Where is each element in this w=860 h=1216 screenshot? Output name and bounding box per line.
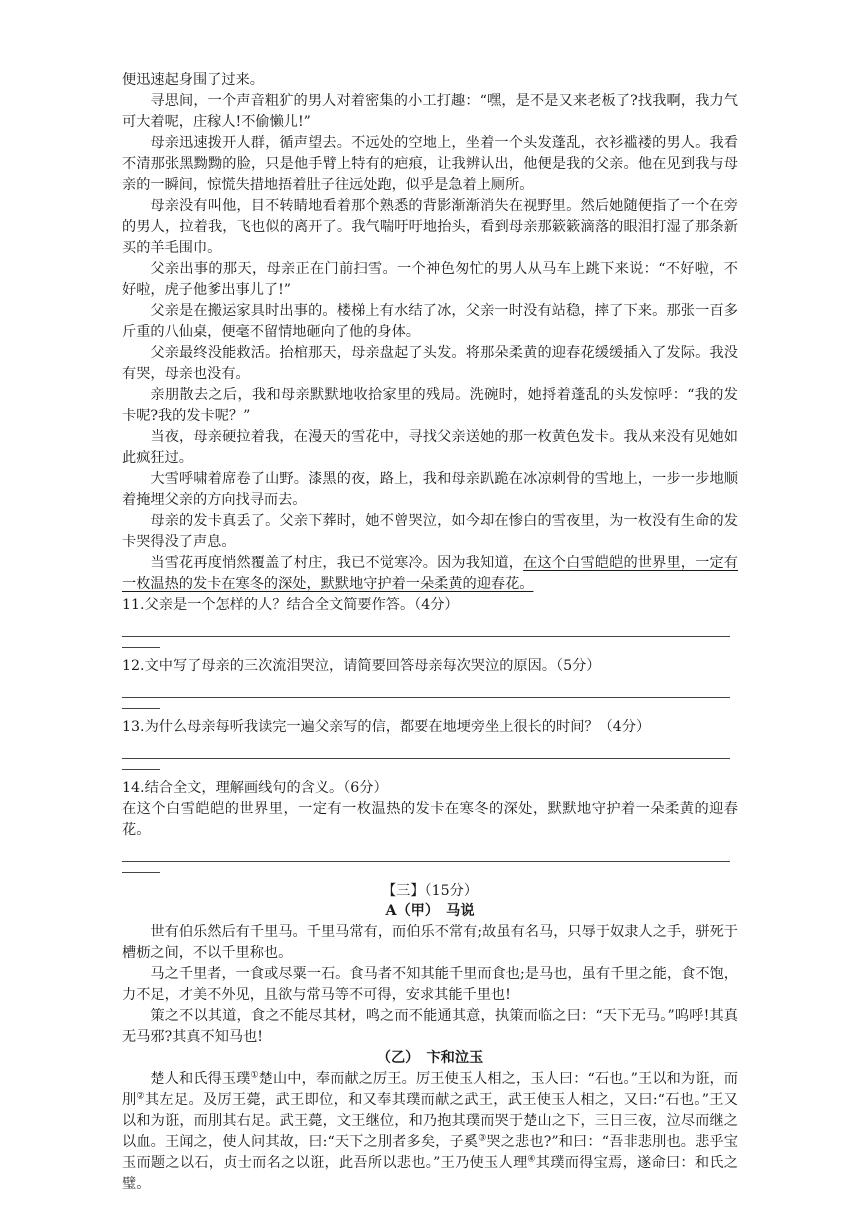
plain-text: 当雪花再度悄然覆盖了村庄，我已不觉寒冷。因为我知道， — [150, 555, 524, 571]
answer-line-tail[interactable] — [122, 698, 160, 709]
question-text: 12.文中写了母亲的三次流泪哭泣，请简要回答母亲每次哭泣的原因。（5分） — [122, 658, 601, 674]
section-three — [122, 881, 738, 1195]
answer-line[interactable] — [122, 850, 730, 862]
footnote-mark: ④ — [527, 1154, 536, 1165]
question-quote: 在这个白雪皑皑的世界里，一定有一枚温热的发卡在寒冬的深处，默默地守护着一朵柔黄的迎春花。 — [122, 801, 738, 838]
question-text: 11.父亲是一个怎样的人？结合全文简要作答。（4分） — [122, 597, 459, 613]
story-last-paragraph — [122, 553, 738, 595]
passage-b-title: （乙） 卞和泣玉 — [376, 1050, 484, 1066]
answer-line-tail[interactable] — [122, 759, 160, 770]
answer-line-tail[interactable] — [122, 862, 160, 873]
story-paragraph: 便迅速起身围了过来。 — [122, 72, 264, 88]
answer-line[interactable] — [122, 625, 730, 637]
text-run: 其左足。及厉王薨，武王即位，和又奉其璞而献之武王，武王使玉人相之，又曰:“石也。”王又以和为诳，而刖其右足。武王薨，文王继位，和乃抱其璞而哭于楚山之下，三日三夜，泣尽而继之以血。王闻之，使人问其故，曰:“天下之刖者多矣，子奚 — [122, 1092, 738, 1150]
question-11 — [122, 595, 738, 648]
footnote-mark: ③ — [478, 1133, 487, 1144]
passage-b-paragraph — [122, 1069, 738, 1195]
story-paragraph: 大雪呼啸着席卷了山野。漆黑的夜，路上，我和母亲趴跪在冰凉刺骨的雪地上，一步一步地顺着掩埋父亲的方向找寻而去。 — [122, 471, 738, 508]
exam-page — [122, 70, 738, 1195]
question-12 — [122, 656, 738, 709]
story-paragraph: 父亲是在搬运家具时出事的。楼梯上有水结了冰，父亲一时没有站稳，摔了下来。那张一百多斤重的八仙桌，便毫不留情地砸向了他的身体。 — [122, 303, 738, 340]
section-heading: 【三】（15分） — [381, 883, 479, 899]
footnote-mark: ② — [136, 1091, 145, 1102]
passage-a-paragraph: 世有伯乐然后有千里马。千里马常有，而伯乐不常有;故虽有名马，只辱于奴隶人之手，骈死于槽枥之间，不以千里称也。 — [122, 924, 738, 961]
passage-a-paragraph: 策之不以其道，食之不能尽其材，鸣之而不能通其意，执策而临之曰：“天下无马。”呜呼!其真无马邪?其真不知马也! — [122, 1008, 738, 1045]
underlined-sentence: 在这个白雪皑皑的世界里，一定有一枚温热的发卡在寒冬的深处，默默地守护着一朵柔黄的迎春花。 — [122, 555, 738, 592]
question-13 — [122, 717, 738, 770]
story-paragraph: 父亲最终没能救活。抬棺那天，母亲盘起了头发。将那朵柔黄的迎春花缓缓插入了发际。我没有哭，母亲也没有。 — [122, 345, 738, 382]
story-paragraph: 当夜，母亲硬拉着我，在漫天的雪花中，寻找父亲送她的那一枚黄色发卡。我从来没有见她如此疯狂过。 — [122, 429, 738, 466]
story-paragraph: 母亲的发卡真丢了。父亲下葬时，她不曾哭泣，如今却在惨白的雪夜里，为一枚没有生命的发卡哭得没了声息。 — [122, 513, 738, 550]
story-paragraph: 亲朋散去之后，我和母亲默默地收拾家里的残局。洗碗时，她捋着蓬乱的头发惊呼：“我的发卡呢?我的发卡呢？” — [122, 387, 738, 424]
answer-line[interactable] — [122, 747, 730, 759]
text-run: 哭之悲也?”和曰：“吾非悲刖也。悲乎宝玉而题之以石，贞士而名之以诳，此吾所以悲也。”王乃使玉人理 — [122, 1134, 738, 1171]
text-run: 楚山中，奉而献之厉王。厉王使玉人相之，玉人曰：“石也。”王以和为诳，而刖 — [122, 1071, 738, 1108]
story-paragraph: 寻思间，一个声音粗犷的男人对着密集的小工打趣：“嘿，是不是又来老板了?找我啊，我力气可大着呢，庄稼人!不偷懒儿!” — [122, 93, 738, 130]
passage-a-title: A（甲） 马说 — [385, 903, 475, 919]
question-14 — [122, 778, 738, 873]
passage-a-paragraph: 马之千里者，一食或尽粟一石。食马者不知其能千里而食也;是马也，虽有千里之能，食不饱，力不足，才美不外见，且欲与常马等不可得，安求其能千里也! — [122, 966, 738, 1003]
story-paragraph: 母亲迅速拨开人群，循声望去。不远处的空地上，坐着一个头发蓬乱，衣衫褴褛的男人。我看不清那张黑黝黝的脸，只是他手臂上特有的疤痕，让我辨认出，他便是我的父亲。他在见到我与母亲的一瞬间，惊慌失措地捂着肚子往远处跑，似乎是急着上厕所。 — [122, 135, 738, 193]
footnote-mark: ① — [250, 1070, 259, 1081]
story-paragraph: 父亲出事的那天，母亲正在门前扫雪。一个神色匆忙的男人从马车上跳下来说：“不好啦，不好啦，虎子他爹出事儿了!” — [122, 261, 738, 298]
answer-line[interactable] — [122, 686, 730, 698]
answer-line-tail[interactable] — [122, 637, 160, 648]
story-text — [122, 70, 738, 595]
text-run: 楚人和氏得玉璞 — [150, 1071, 251, 1087]
story-paragraph: 母亲没有叫他，目不转睛地看着那个熟悉的背影渐渐消失在视野里。然后她随便指了一个在旁的男人，拉着我，飞也似的离开了。我气喘吁吁地抬头，看到母亲那簌簌滴落的眼泪打湿了那条新买的羊毛围巾。 — [122, 198, 738, 256]
question-text: 14.结合全文，理解画线句的含义。（6分） — [122, 780, 388, 796]
question-text: 13.为什么母亲每听我读完一遍父亲写的信，都要在地埂旁坐上很长的时间？（4分） — [122, 719, 651, 735]
text-run: 其璞而得宝焉，遂命曰：和氏之璧。 — [122, 1155, 738, 1192]
